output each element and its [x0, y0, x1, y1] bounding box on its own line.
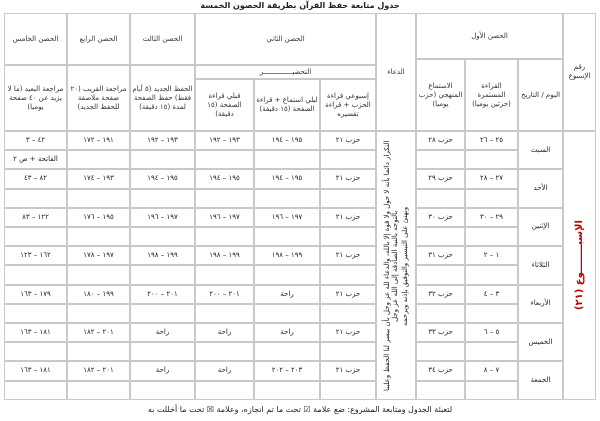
nightly-prep-cell: راحة — [254, 323, 320, 342]
far-review-cell: ١٨١ – ١٦٣ — [4, 323, 67, 342]
pre-prep-cell: ١٩٧ – ١٩٦ — [195, 208, 254, 227]
pre-prep-cell: ٢٠١ – ٢٠٠ — [195, 285, 254, 304]
systematic-listening-cell: حزب ٣١ — [416, 246, 465, 265]
new-memorization-cell: راحة — [130, 323, 195, 342]
near-review-cell: ٢٠١ – ١٨٢ — [67, 361, 130, 380]
near-review-cell: ١٩١ – ١٧٢ — [67, 131, 130, 150]
check-cell[interactable] — [67, 227, 130, 246]
continuous-reading-cell: ٣ – ٤ — [465, 285, 518, 304]
pre-prep-cell: ١٩٥ – ١٩٤ — [195, 169, 254, 188]
check-cell[interactable] — [67, 342, 130, 361]
hisn5-header: الحصن الخامس — [4, 13, 67, 65]
check-cell[interactable] — [130, 189, 195, 208]
dua-text-2: ونهنئ على التيسير والتوفيق بإذنه ويرحمه — [401, 205, 409, 326]
check-cell[interactable] — [254, 150, 320, 169]
systematic-listening-cell: حزب ٣٠ — [416, 208, 465, 227]
continuous-reading-cell: ٢٧ – ٢٨ — [465, 169, 518, 188]
nightly-prep-cell: راحة — [254, 285, 320, 304]
check-cell[interactable] — [130, 342, 195, 361]
weekly-prep-cell: حزب ٢١ — [320, 361, 376, 380]
day-header: اليوم / التاريخ — [518, 59, 563, 131]
day-cell: الإثنين — [518, 208, 563, 246]
hisn2-col1-header: إسبوعي قراءة الحزب + قراءة تفسيره — [320, 79, 376, 131]
check-cell[interactable] — [4, 227, 67, 246]
check-cell[interactable] — [465, 265, 518, 284]
check-cell[interactable] — [4, 265, 67, 284]
check-cell[interactable] — [254, 381, 320, 400]
check-cell[interactable] — [195, 150, 254, 169]
check-cell[interactable] — [320, 227, 376, 246]
week-number: الإسبــــــــوع (٢١) — [574, 220, 585, 311]
hisn2-col3-header: قبلي قراءة الصفحة (١٥ دقيقة) — [195, 79, 254, 131]
far-review-cell: ١٢٢ – ٨٣ — [4, 208, 67, 227]
weekly-prep-cell: حزب ٢١ — [320, 208, 376, 227]
near-review-cell: ١٩٣ – ١٧٤ — [67, 169, 130, 188]
check-cell[interactable] — [465, 150, 518, 169]
near-review-cell: ١٩٩ – ١٨٠ — [67, 285, 130, 304]
check-cell[interactable] — [4, 381, 67, 400]
check-cell[interactable] — [416, 381, 465, 400]
systematic-listening-cell: حزب ٣٢ — [416, 285, 465, 304]
hisn3-col-header: الحفظ الجديد (٥ أيام فقط) حفظ الصفحة لمدة (١٥ دقيقة) — [130, 65, 195, 131]
new-memorization-cell: ٢٠١ – ٢٠٠ — [130, 285, 195, 304]
check-cell[interactable] — [254, 304, 320, 323]
check-cell[interactable] — [130, 265, 195, 284]
check-cell[interactable] — [320, 189, 376, 208]
hisn5-col-header: مراجعة البعيد (ما لا يزيد عن ٤٠ صفحة يوميا) — [4, 65, 67, 131]
new-memorization-cell: ١٩٥ – ١٩٤ — [130, 169, 195, 188]
far-review-cell: ١٦٢ – ١٢٣ — [4, 246, 67, 265]
far-review-cell: ١٨١ – ١٦٣ — [4, 361, 67, 380]
weekly-prep-cell: حزب ٢١ — [320, 246, 376, 265]
systematic-listening-cell: حزب ٢٩ — [416, 169, 465, 188]
pre-prep-cell: ١٩٣ – ١٩٢ — [195, 131, 254, 150]
hisn2-col2-header: ليلي استماع + قراءة الصفحة (١٥ دقيقة) — [254, 79, 320, 131]
check-cell[interactable] — [67, 265, 130, 284]
check-cell[interactable] — [416, 265, 465, 284]
hisn2-prep-header: التحضيــــــــــــــر — [195, 65, 376, 79]
near-review-cell: ٢٠١ – ١٨٢ — [67, 323, 130, 342]
check-cell[interactable] — [130, 381, 195, 400]
new-memorization-cell: ١٩٩ – ١٩٨ — [130, 246, 195, 265]
page-title: جدول متابعة حفظ القرآن بطريقة الحصون الخمسة — [200, 1, 400, 10]
check-cell[interactable] — [416, 304, 465, 323]
check-cell[interactable] — [465, 342, 518, 361]
new-memorization-cell: ١٩٧ – ١٩٦ — [130, 208, 195, 227]
check-cell[interactable] — [195, 381, 254, 400]
week-header: رقم الإسبوع — [563, 13, 596, 131]
hisn4-col-header: مراجعة القريب (٢٠ صفحة ملاصقة للحفظ الجديد) — [67, 65, 130, 131]
week-number-cell — [563, 131, 596, 400]
systematic-listening-cell: حزب ٢٨ — [416, 131, 465, 150]
check-cell[interactable] — [465, 227, 518, 246]
continuous-reading-cell: ٧ – ٨ — [465, 361, 518, 380]
systematic-listening-cell: حزب ٣٣ — [416, 323, 465, 342]
near-review-cell: ١٩٧ – ١٧٨ — [67, 246, 130, 265]
new-memorization-cell: ١٩٣ – ١٩٢ — [130, 131, 195, 150]
check-cell[interactable] — [67, 189, 130, 208]
check-cell[interactable] — [254, 342, 320, 361]
hisn1-col2-header: الاستماع المنهجي (حزب يوميا) — [416, 59, 465, 131]
hisn1-col1-header: القراءة المستمرة (جزئين يوميا) — [465, 59, 518, 131]
check-cell[interactable] — [67, 381, 130, 400]
check-cell[interactable] — [320, 342, 376, 361]
weekly-prep-cell: حزب ٢١ — [320, 131, 376, 150]
near-review-cell: ١٩٥ – ١٧٦ — [67, 208, 130, 227]
check-cell[interactable] — [4, 304, 67, 323]
check-cell[interactable] — [416, 189, 465, 208]
instruction-note: لتعبئة الجدول ومتابعة المشروع: ضع علامة ☑ تحت ما تم انجازه، وعلامة ☒ تحت ما أخللت به — [147, 405, 453, 414]
check-cell[interactable] — [320, 150, 376, 169]
check-cell[interactable] — [320, 304, 376, 323]
continuous-reading-cell: ٥ – ٦ — [465, 323, 518, 342]
day-cell: الجمعة — [518, 361, 563, 399]
pre-prep-cell: ١٩٩ – ١٩٨ — [195, 246, 254, 265]
dua-cell — [376, 131, 416, 400]
check-cell[interactable] — [254, 265, 320, 284]
check-cell[interactable] — [195, 304, 254, 323]
far-review-cell: ٤٢ – ٣ — [4, 131, 67, 150]
hisn2-header: الحصن الثاني — [195, 13, 376, 65]
day-cell: الخميس — [518, 323, 563, 361]
hisn3-header: الحصن الثالث — [130, 13, 195, 65]
weekly-prep-cell: حزب ٢١ — [320, 169, 376, 188]
check-cell[interactable] — [465, 381, 518, 400]
nightly-prep-cell: ١٩٩ – ١٩٨ — [254, 246, 320, 265]
nightly-prep-cell: ٢٠٣ – ٢٠٢ — [254, 361, 320, 380]
day-cell: الثلاثاء — [518, 246, 563, 284]
nightly-prep-cell: ١٩٥ – ١٩٤ — [254, 131, 320, 150]
weekly-prep-cell: حزب ٢١ — [320, 285, 376, 304]
day-cell: الأربعاء — [518, 285, 563, 323]
far-review-cell: ٨٢ – ٤٣ — [4, 169, 67, 188]
check-cell[interactable] — [254, 189, 320, 208]
nightly-prep-cell: ١٩٥ – ١٩٤ — [254, 169, 320, 188]
check-cell[interactable] — [67, 304, 130, 323]
weekly-prep-cell: حزب ٢١ — [320, 323, 376, 342]
check-cell[interactable] — [320, 265, 376, 284]
check-cell[interactable] — [416, 342, 465, 361]
pre-prep-cell: راحة — [195, 323, 254, 342]
continuous-reading-cell: ٢٩ – ٣٠ — [465, 208, 518, 227]
continuous-reading-cell: ١ – ٢ — [465, 246, 518, 265]
nightly-prep-cell: ١٩٧ – ١٩٦ — [254, 208, 320, 227]
check-cell[interactable] — [465, 304, 518, 323]
check-cell[interactable] — [4, 189, 67, 208]
check-cell[interactable] — [195, 265, 254, 284]
dua-text: التكرار دائما بأنه لا حول ولا قوة إلا بالله، والدعاء لله عز وجل بأن ييسر لنا الحفظ وعلينا بالتوجه بالنية الصادقة إلى الله عز وجل — [383, 140, 399, 391]
day-cell: السبت — [518, 131, 563, 169]
systematic-listening-cell: حزب ٣٤ — [416, 361, 465, 380]
check-cell[interactable] — [195, 227, 254, 246]
check-cell[interactable] — [4, 342, 67, 361]
check-cell[interactable] — [465, 189, 518, 208]
far-review-cell: ١٧٩ – ١٦٣ — [4, 285, 67, 304]
check-cell: الفاتحة + ص ٢ — [4, 150, 67, 169]
hisn1-header: الحصن الأول — [416, 13, 563, 59]
check-cell[interactable] — [416, 227, 465, 246]
check-cell[interactable] — [195, 342, 254, 361]
check-cell[interactable] — [67, 150, 130, 169]
continuous-reading-cell: ٢٥ – ٢٦ — [465, 131, 518, 150]
check-cell[interactable] — [254, 227, 320, 246]
check-cell[interactable] — [130, 304, 195, 323]
check-cell[interactable] — [130, 227, 195, 246]
day-cell: الأحد — [518, 169, 563, 207]
dua-header: الدعاء — [376, 13, 416, 131]
check-cell[interactable] — [195, 189, 254, 208]
pre-prep-cell: راحة — [195, 361, 254, 380]
check-cell[interactable] — [320, 381, 376, 400]
hisn4-header: الحصن الرابع — [67, 13, 130, 65]
check-cell[interactable] — [130, 150, 195, 169]
check-cell[interactable] — [416, 150, 465, 169]
new-memorization-cell: راحة — [130, 361, 195, 380]
